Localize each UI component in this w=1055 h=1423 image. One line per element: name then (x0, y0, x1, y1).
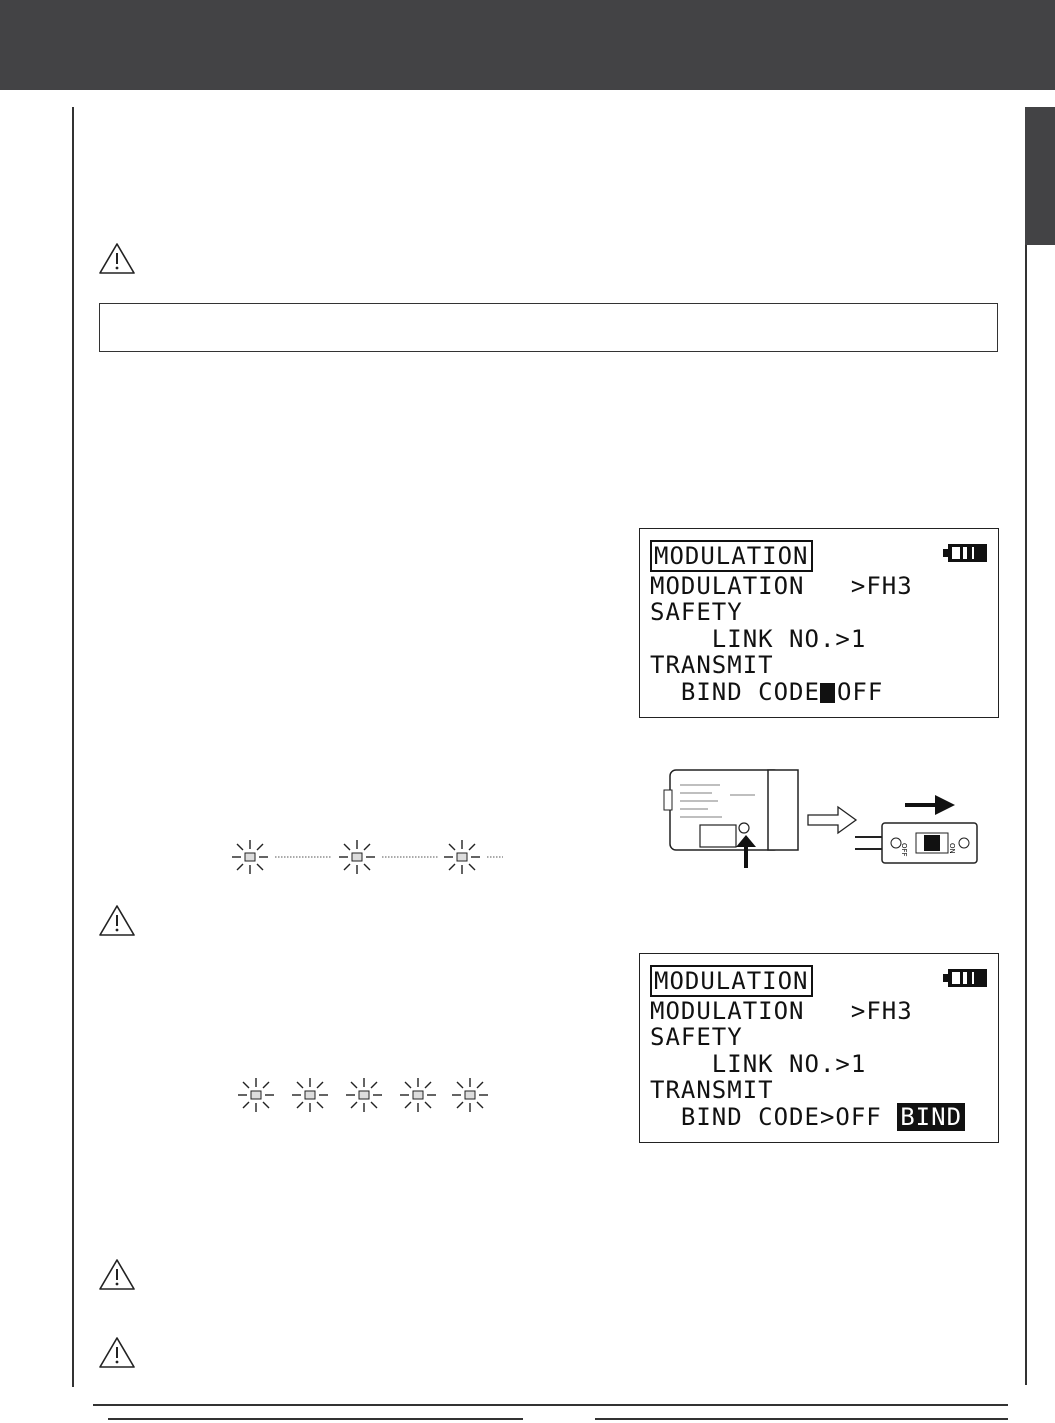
lcd-row-safety: SAFETY (650, 1023, 743, 1051)
warning-icon (98, 1336, 136, 1370)
lcd-row-transmit: TRANSMIT (650, 1076, 774, 1104)
lcd-row-link-no: LINK NO.>1 (711, 625, 867, 653)
blinking-led-icon (232, 840, 268, 874)
footer-divider-right (595, 1418, 1008, 1420)
footer-divider-left (108, 1418, 523, 1420)
warning-icon (98, 904, 136, 938)
led-fast-blink-row (230, 1075, 500, 1115)
right-margin-rule (1025, 245, 1027, 1385)
battery-icon (942, 543, 988, 563)
switch-off-label: OFF (900, 843, 908, 857)
lcd-row-safety: SAFETY (650, 598, 743, 626)
lcd-row-transmit: TRANSMIT (650, 651, 774, 679)
footer-rule (93, 1404, 1008, 1406)
receiver-bind-figure (660, 765, 990, 870)
left-margin-rule (72, 107, 74, 1387)
lcd-row-modulation: MODULATION >FH3 (650, 997, 913, 1025)
page-header-bar (0, 0, 1055, 90)
lcd-title: MODULATION (650, 540, 813, 572)
lcd-row-modulation: MODULATION >FH3 (650, 572, 913, 600)
lcd-row-link-no: LINK NO.>1 (711, 1050, 867, 1078)
lcd-screen-bind-on (639, 953, 999, 1143)
blinking-led-icon (339, 840, 375, 874)
blinking-led-icon (444, 840, 480, 874)
lcd-screen-bind-off (639, 528, 999, 718)
blinking-led-icon (400, 1078, 436, 1112)
blinking-led-icon (452, 1078, 488, 1112)
notice-box (99, 303, 998, 352)
bind-action-highlight: BIND (897, 1103, 965, 1131)
lcd-title: MODULATION (650, 965, 813, 997)
blinking-led-icon (346, 1078, 382, 1112)
warning-icon (98, 242, 136, 276)
switch-on-label: ON (948, 843, 956, 854)
led-slow-blink-row (225, 837, 505, 877)
lcd-row-bind-code: BIND CODE OFF (680, 678, 884, 706)
section-thumb-tab (1025, 107, 1055, 245)
lcd-cursor (820, 683, 835, 703)
blinking-led-icon (238, 1078, 274, 1112)
battery-icon (942, 968, 988, 988)
warning-icon (98, 1258, 136, 1292)
blinking-led-icon (292, 1078, 328, 1112)
lcd-row-bind-code: BIND CODE>OFF BIND (650, 1104, 965, 1130)
